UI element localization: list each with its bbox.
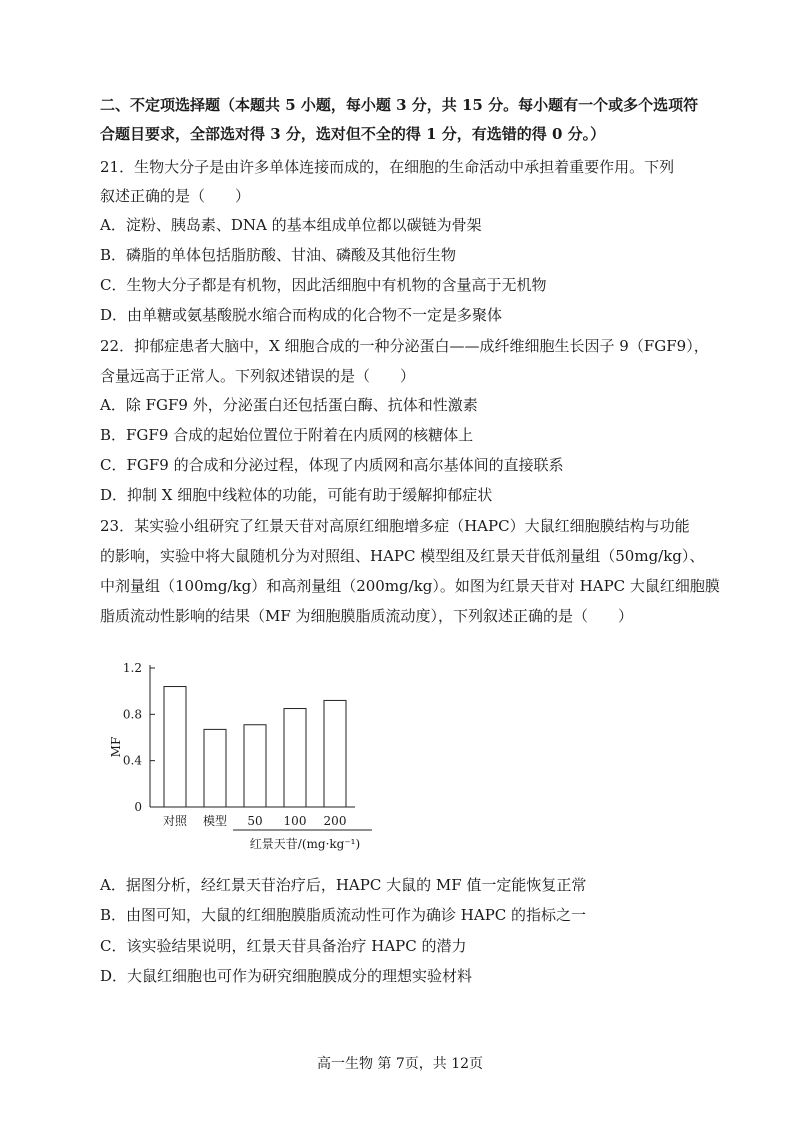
q21-stem-line-1: 21．生物大分子是由许多单体连接而成的，在细胞的生命活动中承担着重要作用。下列	[100, 158, 675, 176]
bar	[244, 725, 266, 807]
bar	[324, 700, 346, 807]
q22-stem-line-1: 22．抑郁症患者大脑中，X 细胞合成的一种分泌蛋白——成纤维细胞生长因子 9（FGF9），	[100, 337, 709, 355]
q23-stem-line-4: 脂质流动性影响的结果（MF 为细胞膜脂质流动度），下列叙述正确的是（ ）	[100, 607, 634, 625]
q22-option-c: C．FGF9 的合成和分泌过程，体现了内质网和高尔基体间的直接联系	[100, 456, 564, 474]
x-tick-label: 对照	[162, 814, 188, 828]
x-tick-labels	[163, 813, 346, 828]
bar	[164, 687, 186, 807]
q23-option-b: B．由图可知，大鼠的红细胞膜脂质流动性可作为确诊 HAPC 的指标之一	[100, 906, 587, 924]
y-tick-label: 0	[134, 800, 142, 814]
x-tick-label: 200	[323, 814, 347, 828]
q21-option-d: D．由单糖或氨基酸脱水缩合而构成的化合物不一定是多聚体	[100, 306, 503, 324]
y-tick-label: 0.4	[122, 753, 142, 768]
q22-option-a: A．除 FGF9 外，分泌蛋白还包括蛋白酶、抗体和性激素	[100, 396, 478, 414]
q21-option-a: A．淀粉、胰岛素、DNA 的基本组成单位都以碳链为骨架	[100, 216, 482, 234]
q21-option-c: C．生物大分子都是有机物，因此活细胞中有机物的含量高于无机物	[100, 276, 547, 294]
q22-stem-line-2: 含量远高于正常人。下列叙述错误的是（ ）	[100, 367, 416, 385]
q23-stem-line-3: 中剂量组（100mg/kg）和高剂量组（200mg/kg）。如图为红景天苷对 HAPC 大鼠红细胞膜	[100, 577, 720, 595]
bar	[204, 729, 226, 807]
section-line-2: 合题目要求，全部选对得 3 分，选对但不全的得 1 分，有选错的得 0 分。）	[100, 125, 606, 143]
y-tick-label: 0.8	[122, 707, 142, 722]
mf-bar-chart	[100, 655, 390, 855]
bars	[164, 687, 346, 807]
q22-option-b: B．FGF9 合成的起始位置位于附着在内质网的核糖体上	[100, 426, 474, 444]
bar	[284, 709, 306, 807]
section-line-1: 二、不定项选择题（本题共 5 小题，每小题 3 分，共 15 分。每小题有一个或多个选项符	[100, 96, 699, 114]
y-tick-label: 1.2	[122, 661, 142, 675]
y-axis-label: MF	[109, 736, 123, 758]
q23-option-d: D．大鼠红细胞也可作为研究细胞膜成分的理想实验材料	[100, 967, 473, 985]
group-axis-label: 红景天苷/(mg·kg⁻¹)	[249, 837, 361, 851]
q23-stem-line-1: 23．某实验小组研究了红景天苷对高原红细胞增多症（HAPC）大鼠红细胞膜结构与功能	[100, 517, 690, 535]
x-tick-label: 模型	[202, 814, 228, 828]
q22-option-d: D．抑制 X 细胞中线粒体的功能，可能有助于缓解抑郁症状	[100, 486, 493, 504]
q21-option-b: B．磷脂的单体包括脂肪酸、甘油、磷酸及其他衍生物	[100, 246, 457, 264]
x-tick-label: 50	[247, 814, 263, 828]
q21-stem-line-2: 叙述正确的是（ ）	[100, 187, 251, 205]
q23-stem-line-2: 的影响，实验中将大鼠随机分为对照组、HAPC 模型组及红景天苷低剂量组（50mg/kg）、	[100, 547, 705, 565]
q23-option-a: A．据图分析，经红景天苷治疗后，HAPC 大鼠的 MF 值一定能恢复正常	[100, 876, 587, 894]
x-tick-label: 100	[283, 814, 307, 828]
q23-option-c: C．该实验结果说明，红景天苷具备治疗 HAPC 的潜力	[100, 937, 467, 955]
page-footer: 高一生物 第 7页，共 12页	[316, 1056, 484, 1072]
